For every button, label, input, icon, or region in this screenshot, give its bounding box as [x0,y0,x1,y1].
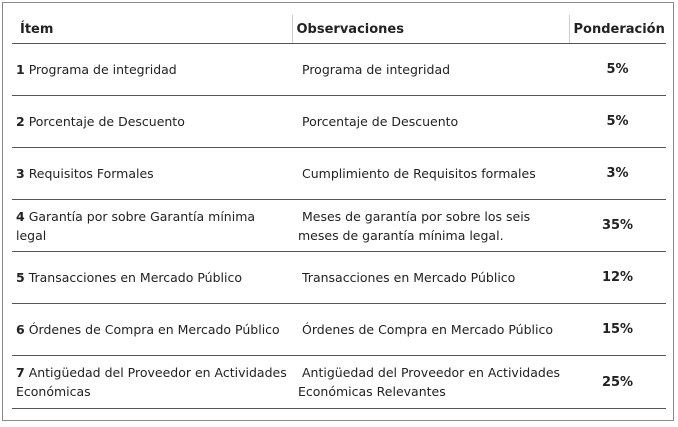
table-row [12,356,666,409]
observaciones-text: Programa de integridad [302,62,451,77]
table-body [12,44,666,409]
item-number: 6 [16,322,25,337]
item-number: 5 [16,270,25,285]
weights-table [12,15,666,409]
weights-table-frame [2,2,674,421]
table-header [12,15,666,44]
observaciones-cell [292,252,569,304]
observaciones-text: Meses de garantía por sobre los seis meses de garantía mínima legal. [298,208,531,243]
ponderacion-cell: 5% [569,96,666,148]
table-row [12,252,666,304]
item-cell [12,252,292,304]
observaciones-cell [292,44,569,96]
observaciones-cell [292,96,569,148]
header-item: Ítem [12,15,292,44]
ponderacion-cell: 12% [569,252,666,304]
ponderacion-cell: 15% [569,304,666,356]
item-label: Antigüedad del Proveedor en Actividades Económicas [16,365,287,399]
item-label: Órdenes de Compra en Mercado Público [28,322,280,337]
observaciones-text: Antigüedad del Proveedor en Actividades Económicas Relevantes [298,365,561,399]
table-row [12,304,666,356]
item-cell [12,356,292,409]
ponderacion-cell: 3% [569,148,666,200]
ponderacion-cell: 25% [569,356,666,409]
item-number: 7 [16,365,25,380]
item-label: Transacciones en Mercado Público [28,270,242,285]
table-row [12,200,666,252]
observaciones-text: Órdenes de Compra en Mercado Público [302,322,553,337]
ponderacion-cell: 5% [569,44,666,96]
item-cell [12,148,292,200]
table-row [12,148,666,200]
header-ponderacion: Ponderación [569,15,666,44]
item-label: Requisitos Formales [28,166,154,181]
observaciones-text: Cumplimiento de Requisitos formales [302,166,536,181]
item-label: Programa de integridad [28,62,177,77]
item-number: 1 [16,62,25,77]
item-cell [12,44,292,96]
item-cell [12,96,292,148]
item-label: Porcentaje de Descuento [28,114,185,129]
item-cell [12,304,292,356]
observaciones-text: Porcentaje de Descuento [302,114,459,129]
observaciones-cell [292,356,569,409]
observaciones-cell [292,200,569,252]
item-label: Garantía por sobre Garantía mínima legal [16,208,256,243]
item-number: 2 [16,114,25,129]
table-row [12,96,666,148]
observaciones-cell [292,148,569,200]
item-number: 3 [16,166,25,181]
header-row [12,15,666,44]
ponderacion-cell: 35% [569,200,666,252]
item-number: 4 [16,208,25,224]
header-observaciones: Observaciones [292,15,569,44]
table-row [12,44,666,96]
observaciones-cell [292,304,569,356]
observaciones-text: Transacciones en Mercado Público [302,270,516,285]
item-cell [12,200,292,252]
